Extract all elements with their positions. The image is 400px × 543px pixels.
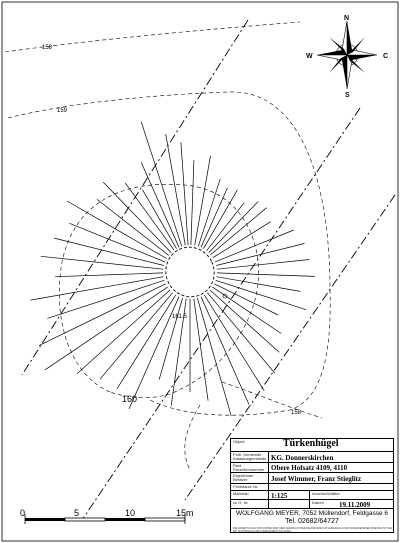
- tb-author: WOLFGANG MEYER, 7052 Müllendorf, Feldgasse 6: [235, 510, 389, 517]
- tb-datum-label: Datum: [312, 500, 324, 505]
- survey-ray: [207, 293, 274, 373]
- survey-ray: [70, 223, 166, 262]
- contour-label-158-top: 158: [42, 45, 53, 51]
- survey-ray: [215, 230, 294, 262]
- survey-ray: [217, 273, 315, 277]
- survey-ray: [55, 273, 163, 277]
- tb-eigentuemer-value: Josef Wimmer, Franz Stieglitz: [271, 475, 362, 483]
- tb-row-objekt: [231, 439, 393, 452]
- compass-w-label: W: [306, 53, 313, 60]
- tb-row-datum: [231, 500, 393, 509]
- contour-label-159: 159: [57, 108, 68, 114]
- tb-row-gemeinde: [231, 452, 393, 463]
- tb-eigentuemer-label: Eigentümer Besitzer: [233, 473, 254, 482]
- tb-objekt-value: Türkenhügel: [283, 438, 339, 449]
- tb-flur-value: Obere Hofsatz 4109, 4110: [271, 464, 348, 472]
- survey-ray: [103, 182, 171, 253]
- tb-massstab-label: Maßstab: [233, 491, 249, 496]
- tb-row-feldskizze: [231, 484, 393, 491]
- survey-ray: [54, 238, 164, 265]
- survey-ray: [77, 290, 170, 374]
- measurement-rays: [31, 122, 315, 417]
- tb-massstab-value: 1:125: [271, 492, 288, 500]
- compass-rose-icon: [317, 21, 377, 89]
- tb-zu-label: zu G. Nr.: [233, 500, 249, 505]
- survey-ray: [67, 201, 167, 259]
- tb-row-flur: [231, 463, 393, 473]
- tb-datum-value: 19.11.2009: [339, 501, 371, 509]
- survey-ray: [166, 134, 186, 245]
- survey-ray: [159, 298, 183, 380]
- survey-ray: [197, 298, 231, 416]
- scale-bar: [25, 514, 185, 524]
- contour-lines: [5, 22, 330, 470]
- compass-e-label: C: [383, 53, 389, 60]
- tb-objekt-label: Objekt: [233, 439, 245, 444]
- contour-159-right: [150, 92, 330, 415]
- survey-ray: [191, 160, 194, 245]
- survey-ray: [212, 287, 281, 333]
- survey-ray: [204, 295, 264, 391]
- tb-gemeinde-value: KG. Donnerskirchen: [271, 454, 334, 462]
- tb-row-massstab: [231, 491, 393, 500]
- survey-ray: [141, 162, 179, 247]
- tb-anschluss-label: Anschlußblätter: [312, 491, 340, 496]
- contour-159-left: [8, 92, 230, 118]
- survey-ray: [31, 277, 164, 300]
- survey-ray: [143, 190, 177, 249]
- scale-tick-5: 5: [74, 508, 80, 518]
- scale-tick-0: 0: [20, 508, 26, 518]
- survey-ray: [204, 190, 238, 249]
- title-block: [230, 438, 394, 533]
- survey-ray: [201, 297, 249, 405]
- contour-label-161-5: 161.5: [172, 314, 188, 320]
- compass-s-label: S: [345, 92, 350, 99]
- scale-tick-15m: 15m: [176, 508, 194, 518]
- contour-label-158-right: 158: [291, 410, 302, 416]
- tb-gemeinde-label: Polit. Gemeinde Katastralgemeinde: [233, 452, 267, 461]
- tb-tel: Tel. 02682/64727: [285, 518, 339, 525]
- contour-159-lower: [185, 405, 200, 470]
- survey-ray: [41, 256, 163, 269]
- tb-row-eigentuemer: [231, 473, 393, 484]
- survey-ray: [194, 299, 208, 401]
- survey-ray: [211, 208, 267, 255]
- tb-feldskizze-label: Feldskizze Nr.: [233, 484, 259, 489]
- survey-ray: [198, 179, 220, 247]
- contour-label-160: 160: [122, 394, 138, 404]
- survey-ray: [216, 244, 304, 266]
- tb-fineprint: DIE ANFERTIGUNG VON KOPIEN BZW. DER GEBRAUCH DER FELDSKIZZE FÜR ANDERE ALS DIE VORGESEHENEN ZWECKE IST NUR MIT ZUSTIMMUNG DES VERFASSERS ZULÄSSIG: [233, 527, 393, 533]
- survey-ray: [217, 260, 309, 270]
- survey-ray: [207, 203, 245, 251]
- contour-158-right: [222, 382, 322, 418]
- survey-ray: [181, 142, 188, 245]
- compass-n-label: N: [344, 15, 350, 22]
- tb-flur-label: Ried Parzellennummer: [233, 463, 265, 472]
- survey-ray: [117, 295, 176, 389]
- scale-tick-10: 10: [125, 508, 136, 518]
